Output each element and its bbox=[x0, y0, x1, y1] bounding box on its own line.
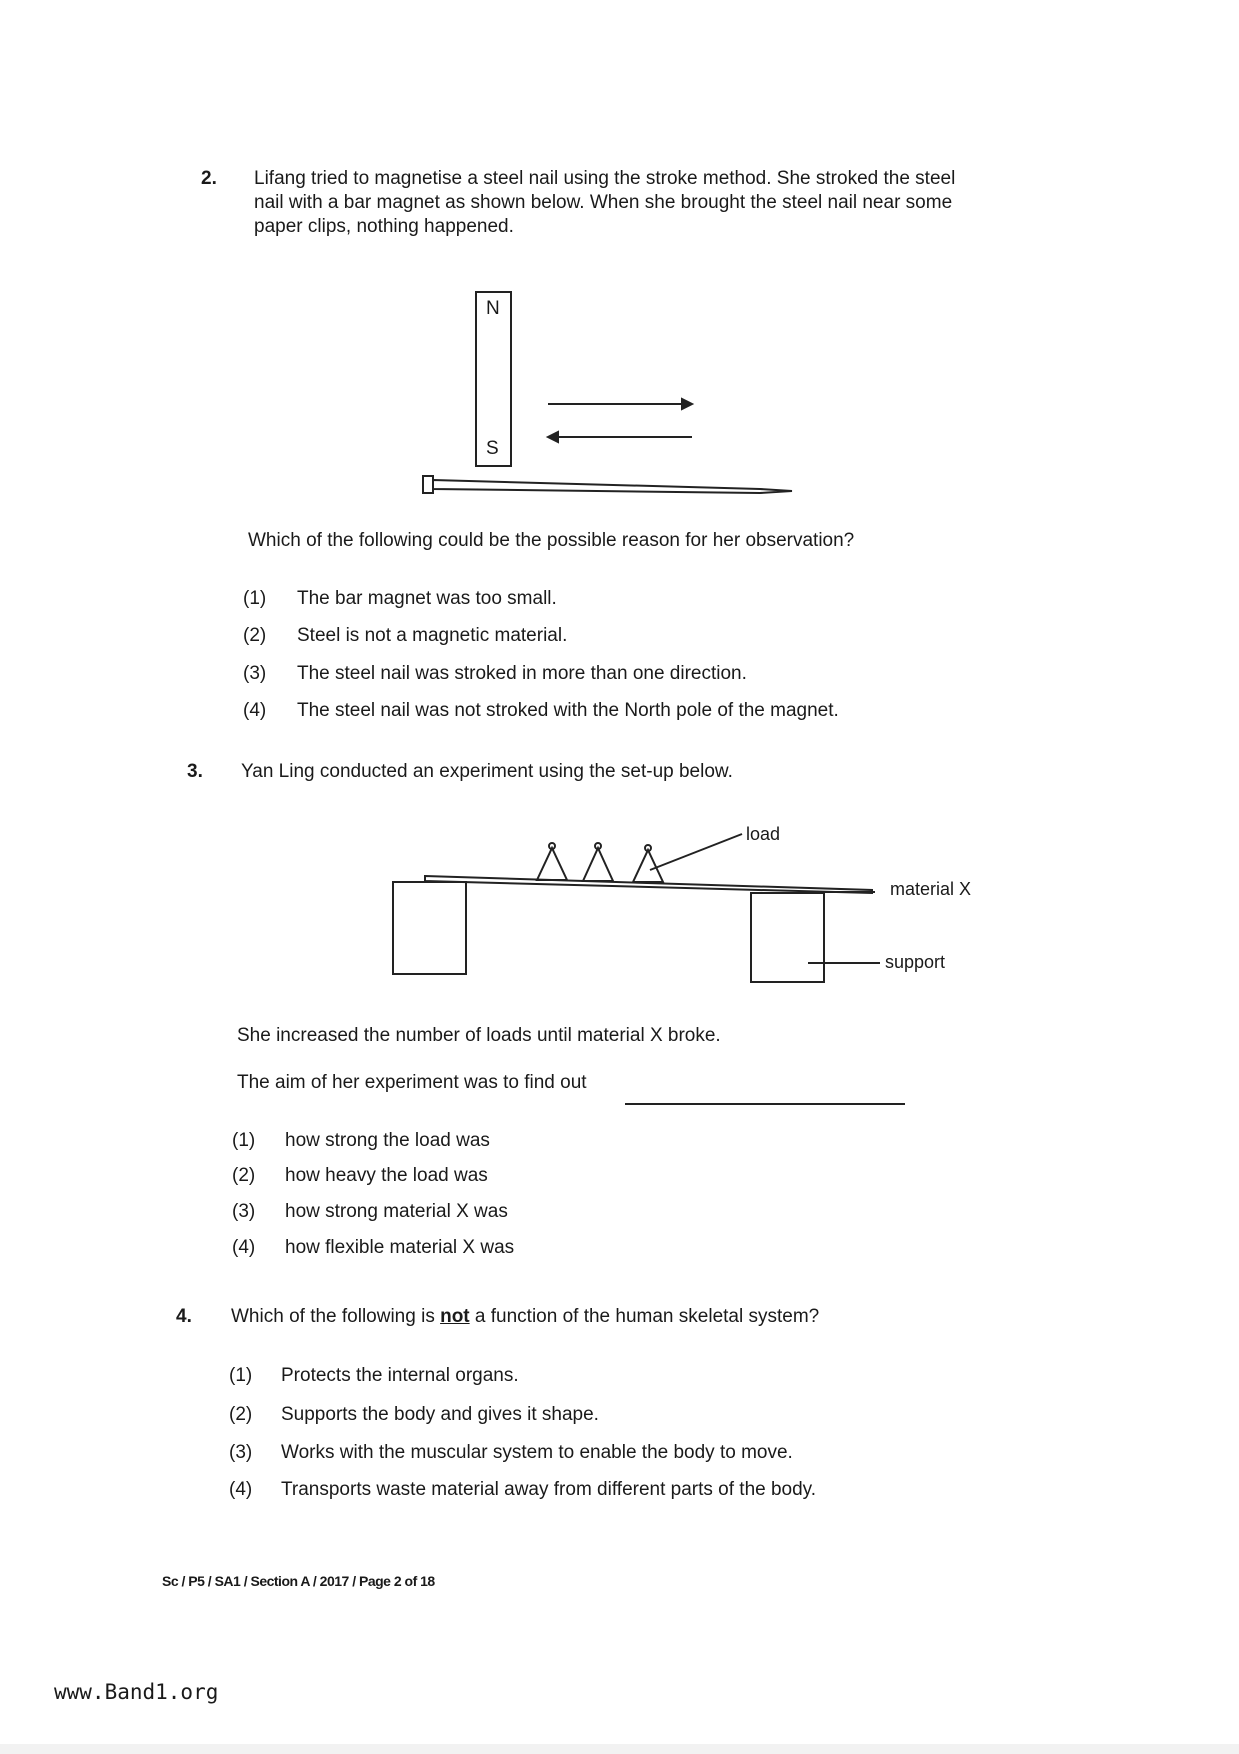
q2-text-line2: nail with a bar magnet as shown below. When she brought the steel nail near some bbox=[254, 192, 953, 213]
q2-number: 2. bbox=[201, 168, 217, 189]
bottom-edge bbox=[0, 1744, 1239, 1754]
q2-option-3-number: (3) bbox=[243, 663, 267, 684]
q4-option-2: Supports the body and gives it shape. bbox=[281, 1404, 599, 1425]
q3-line2: The aim of her experiment was to find out bbox=[237, 1072, 587, 1093]
q4-option-3-number: (3) bbox=[229, 1442, 253, 1463]
q3-line1: She increased the number of loads until material X broke. bbox=[237, 1025, 721, 1046]
steel-nail bbox=[433, 480, 792, 493]
page-footer: Sc / P5 / SA1 / Section A / 2017 / Page 2 of 18 bbox=[162, 1573, 435, 1589]
load-pointer bbox=[650, 834, 742, 870]
q4-option-3: Works with the muscular system to enable the body to move. bbox=[281, 1442, 793, 1463]
load-label: load bbox=[746, 824, 781, 844]
q2-option-4-number: (4) bbox=[243, 700, 267, 721]
beam-diagram bbox=[393, 834, 905, 1104]
q4-text-a: Which of the following is bbox=[231, 1306, 441, 1327]
q3-option-3-number: (3) bbox=[232, 1201, 256, 1222]
q3-option-2: how heavy the load was bbox=[285, 1165, 488, 1186]
left-support bbox=[393, 882, 466, 974]
q4-not-emphasis: not bbox=[440, 1306, 470, 1327]
q4-option-4-number: (4) bbox=[229, 1479, 253, 1500]
bar-magnet-diagram bbox=[423, 292, 792, 493]
q3-option-3: how strong material X was bbox=[285, 1201, 508, 1222]
q4-option-1: Protects the internal organs. bbox=[281, 1365, 519, 1386]
q3-option-1-number: (1) bbox=[232, 1130, 256, 1151]
right-support bbox=[751, 893, 824, 982]
q3-text: Yan Ling conducted an experiment using the set-up below. bbox=[241, 761, 733, 782]
support-label: support bbox=[885, 952, 946, 972]
q3-option-4: how flexible material X was bbox=[285, 1237, 515, 1258]
q3-option-1: how strong the load was bbox=[285, 1130, 490, 1151]
q2-option-2-number: (2) bbox=[243, 625, 267, 646]
q4-option-2-number: (2) bbox=[229, 1404, 253, 1425]
q2-option-2: Steel is not a magnetic material. bbox=[297, 625, 568, 646]
magnet-north-label: N bbox=[486, 298, 500, 319]
material-x-plank bbox=[425, 876, 872, 893]
material-x-label: material X bbox=[890, 879, 972, 899]
load-1 bbox=[537, 848, 567, 880]
q4-number: 4. bbox=[176, 1306, 192, 1327]
q3-number: 3. bbox=[187, 761, 203, 782]
q4-option-4: Transports waste material away from different parts of the body. bbox=[281, 1479, 817, 1500]
watermark-url: www.Band1.org bbox=[54, 1680, 219, 1704]
q4-text-b: a function of the human skeletal system? bbox=[469, 1306, 820, 1327]
load-2 bbox=[583, 848, 613, 881]
q2-option-4: The steel nail was not stroked with the North pole of the magnet. bbox=[297, 700, 839, 721]
q3-option-4-number: (4) bbox=[232, 1237, 256, 1258]
magnet-south-label: S bbox=[486, 438, 499, 459]
q4-text bbox=[231, 1306, 819, 1328]
q2-option-1: The bar magnet was too small. bbox=[297, 588, 557, 609]
q2-question: Which of the following could be the possible reason for her observation? bbox=[248, 530, 855, 551]
q2-option-1-number: (1) bbox=[243, 588, 267, 609]
q4-option-1-number: (1) bbox=[229, 1365, 253, 1386]
q2-text-line1: Lifang tried to magnetise a steel nail using the stroke method. She stroked the steel bbox=[254, 168, 956, 189]
q2-option-3: The steel nail was stroked in more than one direction. bbox=[297, 663, 747, 684]
q2-text-line3: paper clips, nothing happened. bbox=[254, 216, 514, 237]
q3-option-2-number: (2) bbox=[232, 1165, 256, 1186]
nail-head bbox=[423, 476, 433, 493]
